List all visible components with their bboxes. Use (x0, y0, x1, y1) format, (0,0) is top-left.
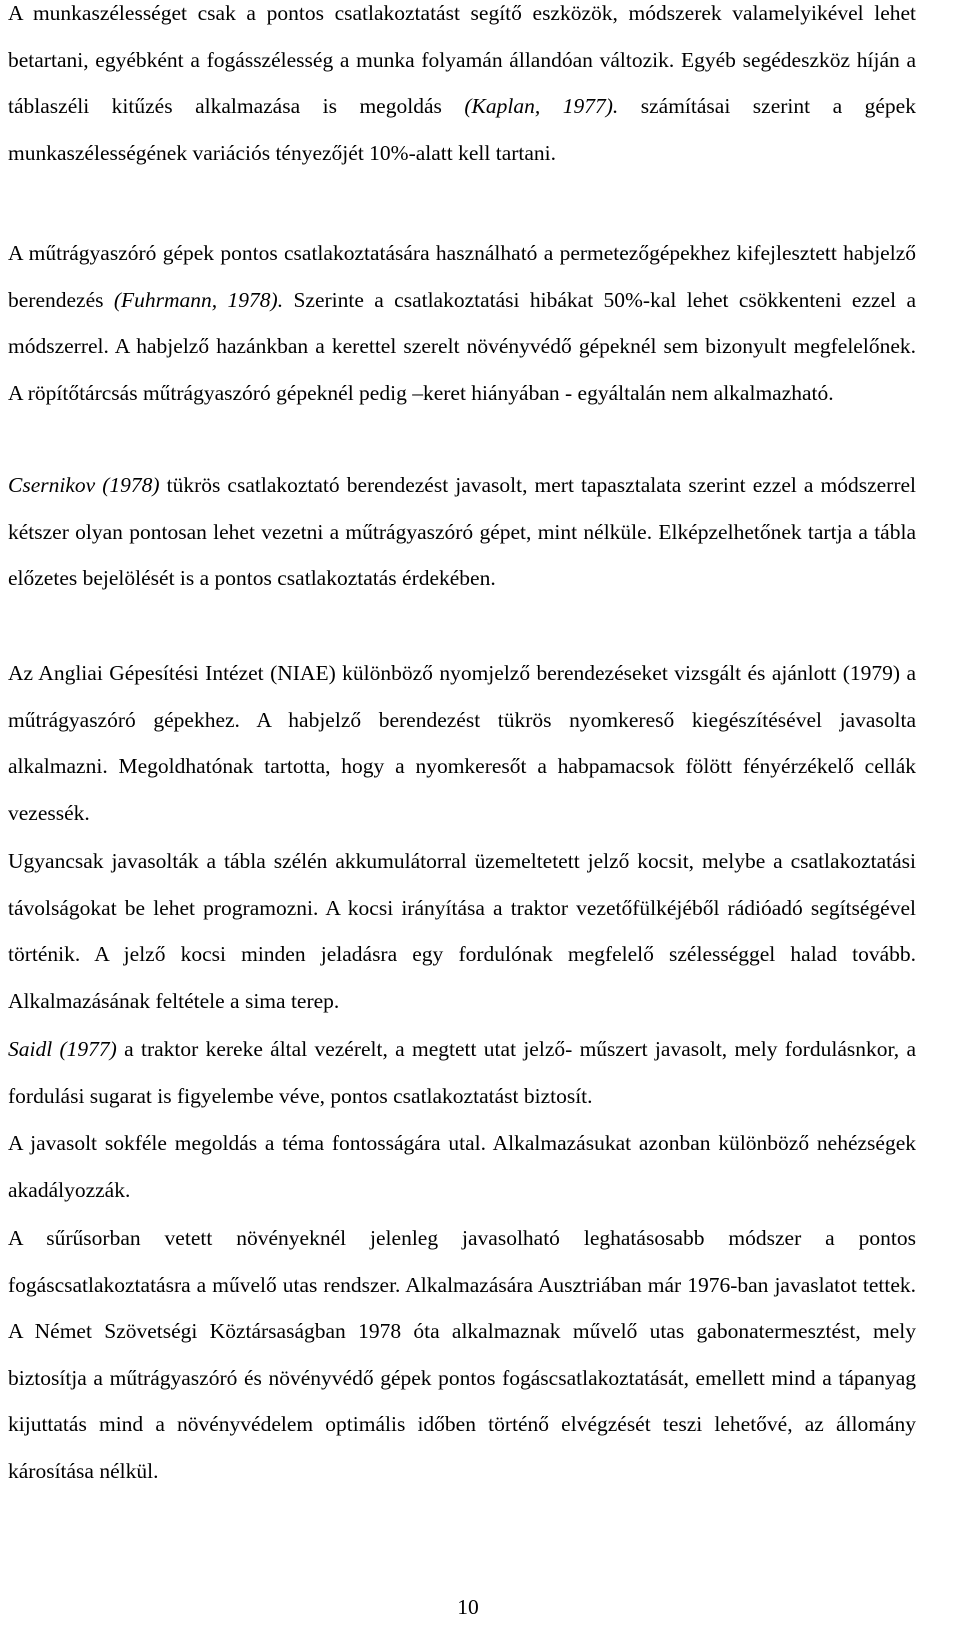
paragraph-6 (8, 1026, 916, 1119)
paragraph-4 (8, 650, 916, 836)
paragraph-3-text-1: tükrös csatlakoztató berendezést javasolt, mert tapasztalata szerint ezzel a módszerrel kétszer olyan pontosan lehet vezetni a műtrágyaszóró gépet, mint nélküle. Elképzelhetőnek tartja a tábla előzetes bejelölését is a pontos csatlakoztatás érdekében. (8, 473, 917, 591)
paragraph-1 (8, 0, 916, 176)
paragraph-3 (8, 462, 916, 602)
paragraph-7-text-1: A javasolt sokféle megoldás a téma fontosságára utal. Alkalmazásukat azonban különböző nehézségek akadályozzák. (8, 1131, 916, 1202)
citation-fuhrmann: (Fuhrmann, 1978). (113, 287, 284, 312)
paragraph-2-text-1: A műtrágyaszóró gépek pontos csatlakoztatására használható a permetezőgépekhez kifejlesztett habjelző berendezés (8, 241, 916, 312)
paragraph-1-text-1: A munkaszélességet csak a pontos csatlakoztatást segítő eszközök, módszerek valamelyikével lehet betartani, egyébként a fogásszélesség a munka folyamán állandóan változik. Egyéb segédeszköz híján a táblaszéli kitűzés alkalmazása is megoldás (8, 1, 916, 119)
paragraph-1-text-2: számításai szerint a gépek munkaszélességének variációs tényezőjét 10%-alatt kell tartani. (8, 94, 916, 165)
paragraph-4-text-1: Az Angliai Gépesítési Intézet (NIAE) különböző nyomjelző berendezéseket vizsgált és ajánlott (1979) a műtrágyaszóró gépekhez. A habjelző berendezést tükrös nyomkereső kiegészítésével javasolta alkalmazni. Megoldhatónak tartotta, hogy a nyomkeresőt a habpamacsok fölött fényérzékelő cellák vezessék. (8, 661, 916, 825)
paragraph-5 (8, 838, 916, 1024)
paragraph-2 (8, 230, 916, 416)
paragraph-8 (8, 1215, 916, 1495)
paragraph-5-text-1: Ugyancsak javasolták a tábla szélén akkumulátorral üzemeltetett jelző kocsit, melybe a csatlakoztatási távolságokat be lehet programozni. A kocsi irányítása a traktor vezetőfülkéjéből rádióadó segítségével történik. A jelző kocsi minden jeladásra egy fordulónak megfelelő szélességgel halad tovább. Alkalmazásának feltétele a sima terep. (8, 849, 916, 1013)
citation-saidl: Saidl (1977) (8, 1037, 117, 1061)
paragraph-2-text-2: Szerinte a csatlakoztatási hibákat 50%-kal lehet csökkenteni ezzel a módszerrel. A habjelző hazánkban a kerettel szerelt növényvédő gépeknél sem bizonyult megfelelőnek. A röpítőtárcsás műtrágyaszóró gépeknél pedig –keret hiányában - egyáltalán nem alkalmazható. (8, 287, 916, 405)
citation-csernikov: Csernikov (1978) (8, 473, 160, 497)
page-number: 10 (457, 1595, 479, 1619)
paragraph-7 (8, 1120, 916, 1213)
paragraph-6-text-1: a traktor kereke által vezérelt, a megtett utat jelző- műszert javasolt, mely fordulásnkor, a fordulási sugarat is figyelembe véve, pontos csatlakoztatást biztosít. (8, 1037, 916, 1108)
citation-kaplan: (Kaplan, 1977). (464, 94, 619, 119)
paragraph-8-text-1: A sűrűsorban vetett növényeknél jelenleg javasolható leghatásosabb módszer a pontos fogáscsatlakoztatásra a művelő utas rendszer. Alkalmazására Ausztriában már 1976-ban javaslatot tettek. A Német Szövetségi Köztársaságban 1978 óta alkalmaznak művelő utas gabonatermesztést, mely biztosítja a műtrágyaszóró és növényvédő gépek pontos fogáscsatlakoztatását, emellett mind a tápanyag kijuttatás mind a növényvédelem optimális időben történő elvégzését teszi lehetővé, az állomány károsítása nélkül. (8, 1226, 916, 1483)
